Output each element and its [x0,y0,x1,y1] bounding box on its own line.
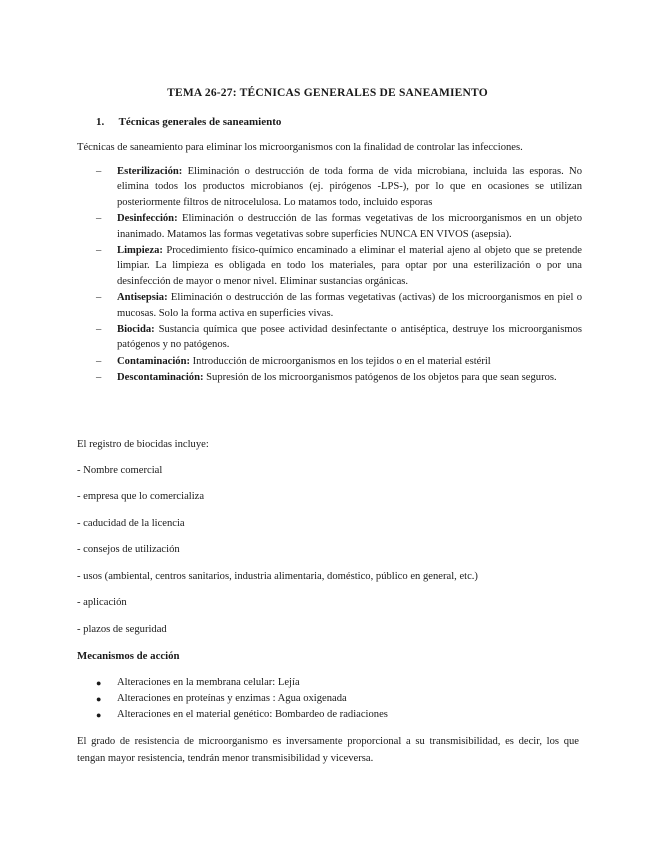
closing-paragraph: El grado de resistencia de microorganismo es inversamente proporcional a su transmisibilidad, es decir, los que tengan mayor resistencia, tendrán menor transmisibilidad y viceversa. [77,736,579,764]
mechanism-text: Alteraciones en el material genético: Bombardeo de radiaciones [117,709,388,720]
definition-item [96,290,582,321]
definition-text: Sustancia química que posee actividad desinfectante o antiséptica, destruye los microorganismos patógenos y no patógenos. [117,324,582,351]
dash-marker: – [96,292,102,304]
mechanism-text: Alteraciones en la membrana celular: Lejía [117,677,300,688]
dash-marker: – [96,213,102,225]
section-number: 1. [96,116,105,128]
definition-text: Procedimiento físico-químico encaminado a eliminar el material ajeno al objeto que se pretende limpiar. La limpieza es obligada en todo los materiales, para optar por una esterilización o por una desinfección de mayor o menor nivel. Eliminar sustancias orgánicas. [117,245,582,287]
section-heading [96,116,281,128]
definition-text: Eliminación o destrucción de las formas vegetativas (activas) de los microorganismos en piel o mucosas. Solo la forma activa en superficies vivas. [117,292,582,319]
mechanism-item [96,707,388,723]
bullet-icon: ● [96,710,102,720]
dash-marker: – [96,166,102,177]
registry-item: - consejos de utilización [77,544,180,555]
mechanism-item [96,691,388,707]
definition-term: Descontaminación: [117,372,204,384]
intro-paragraph: Técnicas de saneamiento para eliminar los microorganismos con la finalidad de controlar las infecciones. [77,142,523,153]
registry-item: - usos (ambiental, centros sanitarios, industria alimentaria, doméstico, público en general, etc.) [77,571,478,582]
definition-term: Esterilización: [117,166,183,177]
mechanisms-heading: Mecanismos de acción [77,650,180,662]
definition-item [96,322,582,353]
bullet-icon: ● [96,694,102,704]
definition-term: Contaminación: [117,355,190,367]
bullet-icon: ● [96,678,102,688]
definition-item [96,370,582,385]
definition-term: Antisepsia: [117,292,168,304]
definition-item [96,243,582,289]
registry-item: - aplicación [77,597,127,608]
definition-term: Desinfección: [117,213,178,225]
registry-item: - Nombre comercial [77,465,163,476]
definition-term: Limpieza: [117,245,163,257]
definition-item [96,354,582,369]
mechanism-text: Alteraciones en proteínas y enzimas : Agua oxigenada [117,693,347,704]
registry-intro: El registro de biocidas incluye: [77,439,209,450]
definition-item [96,164,582,210]
definition-text: Introducción de microorganismos en los tejidos o en el material estéril [189,355,491,367]
dash-marker: – [96,245,102,257]
dash-marker: – [96,372,102,384]
definition-text: Eliminación o destrucción de las formas vegetativas de los microorganismos en un objeto inanimado. Matamos las formas vegetativas sobre superficies NUNCA EN VIVOS (asepsia). [117,213,582,240]
definitions-list [96,164,582,387]
registry-item: - empresa que lo comercializa [77,491,205,502]
dash-marker: – [96,355,102,367]
definition-text: Supresión de los microorganismos patógenos de los objetos para que sean seguros. [203,372,557,384]
mechanisms-list [96,675,388,723]
registry-item: - plazos de seguridad [77,624,167,635]
dash-marker: – [96,324,102,336]
section-title: Técnicas generales de saneamiento [118,116,282,128]
definition-term: Biocida: [117,324,155,336]
definition-text: Eliminación o destrucción de toda forma de vida microbiana, incluida las esporas. No elimina todos los productos microbianos (ej. pirógenos -LPS-), por lo que en ocasiones se utilizan posteriormente filtros de nitrocelulosa. Lo matamos todo, incluido esporas [117,166,582,208]
mechanism-item [96,675,388,691]
page-title: TEMA 26-27: TÉCNICAS GENERALES DE SANEAMIENTO [167,87,488,99]
registry-item: - caducidad de la licencia [77,518,185,529]
definition-item [96,211,582,242]
